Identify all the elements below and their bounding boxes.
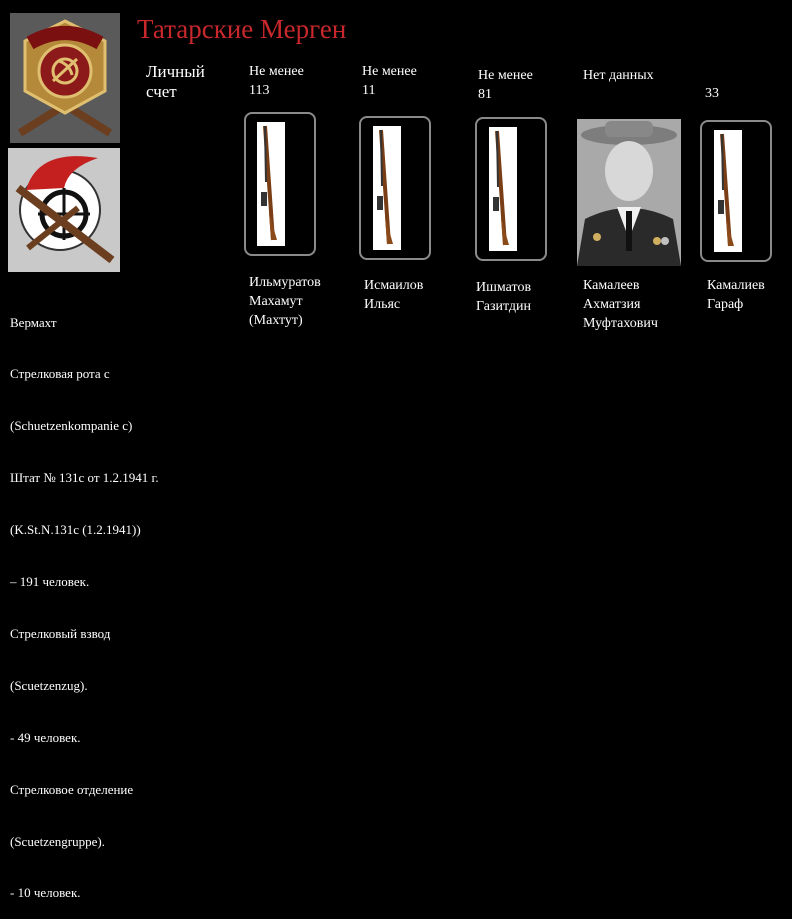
sniper-name-line: Ильяс xyxy=(364,297,401,312)
sniper-score-line: Не менее xyxy=(249,64,304,79)
sniper-score xyxy=(249,62,304,100)
sniper-score-line: 113 xyxy=(249,83,270,98)
info-line: Вермахт xyxy=(10,314,57,330)
info-line: (Scuetzenzug). xyxy=(10,677,88,693)
rifle-card xyxy=(700,120,772,262)
rifle-icon xyxy=(714,130,742,252)
info-line: Стрелковая рота с xyxy=(10,366,110,382)
sniper-name-line: (Махтут) xyxy=(249,313,303,328)
sniper-name xyxy=(249,273,321,330)
rifle-card xyxy=(244,112,316,256)
sniper-score-line: Не менее xyxy=(362,64,417,79)
info-line: (Schuetzenkompanie c) xyxy=(10,418,133,434)
sniper-badge-icon xyxy=(10,13,120,143)
wehrmacht-info xyxy=(10,279,159,919)
sniper-name-line: Ахматзия xyxy=(583,297,641,312)
score-label xyxy=(146,62,205,102)
rifle-card xyxy=(475,117,547,261)
sniper-score xyxy=(583,66,654,85)
sniper-score-line: 81 xyxy=(478,87,492,102)
sniper-name-line: Ишматов xyxy=(476,280,532,295)
score-label-line-1: Личный xyxy=(146,62,205,81)
info-line: – 191 человек. xyxy=(10,574,90,590)
rifle-icon xyxy=(257,122,285,246)
info-line: (K.St.N.131c (1.2.1941)) xyxy=(10,522,141,538)
info-line: Стрелковый взвод xyxy=(10,625,111,641)
score-label-line-2: счет xyxy=(146,82,177,101)
sniper-name-line: Исмаилов xyxy=(364,278,424,293)
sniper-name xyxy=(364,276,423,314)
sniper-score-line: Нет данных xyxy=(583,68,654,83)
sniper-emblem-icon xyxy=(8,148,120,272)
sniper-score xyxy=(705,84,719,103)
sniper-name xyxy=(707,276,765,314)
portrait-photo xyxy=(577,119,681,266)
info-line: Штат № 131с от 1.2.1941 г. xyxy=(10,470,159,486)
sniper-name-line: Камалиев xyxy=(707,278,765,293)
sniper-score xyxy=(478,66,533,104)
sniper-name-line: Махамут xyxy=(249,294,303,309)
info-line: Стрелковое отделение xyxy=(10,781,134,797)
rifle-icon xyxy=(373,126,401,250)
sniper-name-line: Камалеев xyxy=(583,278,640,293)
sniper-score xyxy=(362,62,417,100)
sniper-name xyxy=(476,278,531,316)
rifle-card xyxy=(359,116,431,260)
sniper-score-line: 11 xyxy=(362,83,376,98)
info-line: - 49 человек. xyxy=(10,729,81,745)
sniper-name xyxy=(583,276,658,333)
sniper-name-line: Газитдин xyxy=(476,299,532,314)
page-title: Татарские Мерген xyxy=(137,14,347,44)
info-line: (Scuetzengruppe). xyxy=(10,833,105,849)
info-line: - 10 человек. xyxy=(10,885,81,901)
sniper-name-line: Ильмуратов xyxy=(249,275,321,290)
sniper-name-line: Гараф xyxy=(707,297,744,312)
sniper-score-line: 33 xyxy=(705,86,719,101)
sniper-score-line: Не менее xyxy=(478,68,533,83)
sniper-name-line: Муфтахович xyxy=(583,316,658,331)
rifle-icon xyxy=(489,127,517,251)
